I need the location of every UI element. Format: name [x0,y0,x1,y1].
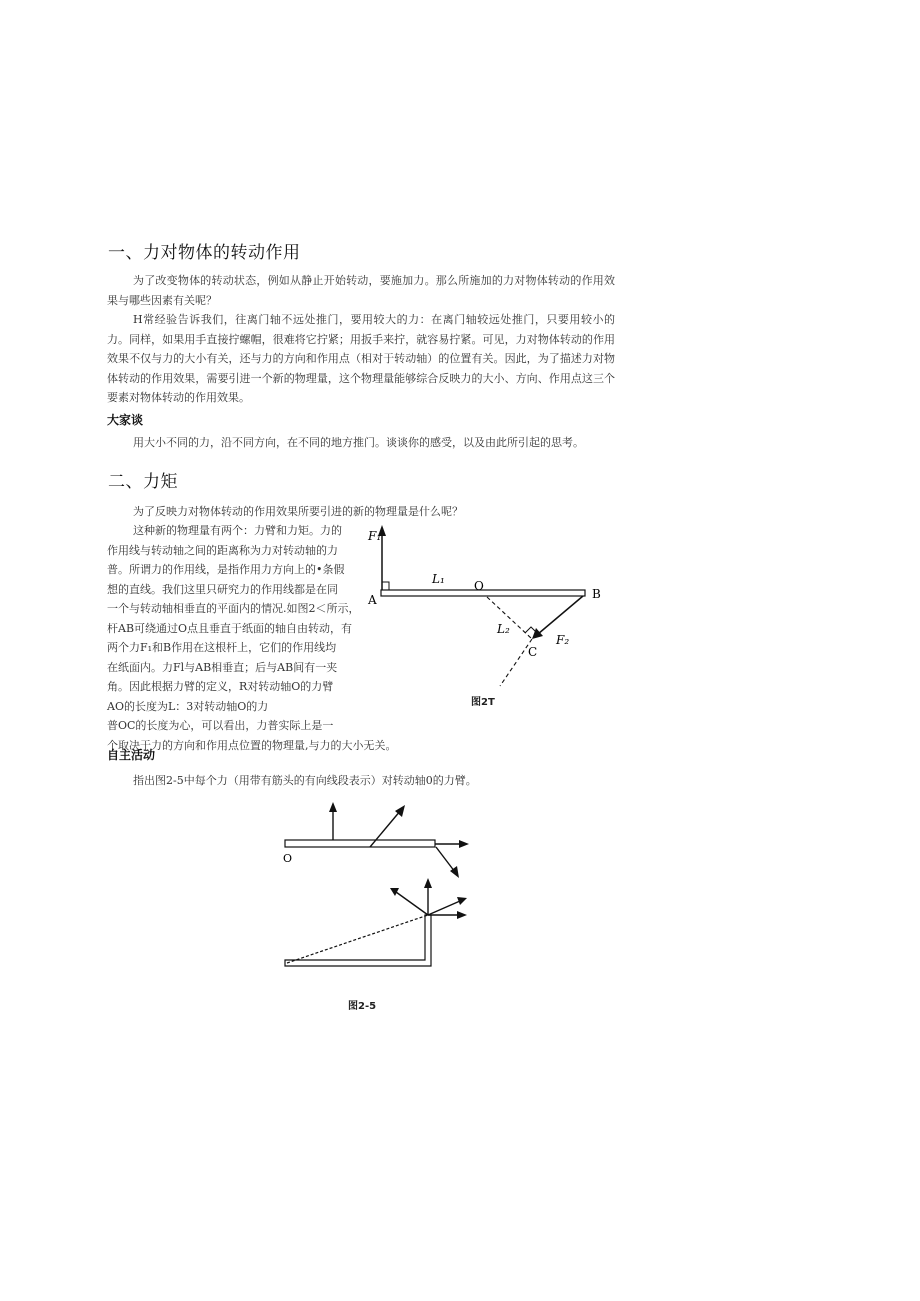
rod-top [285,840,435,847]
label-f2: F₂ [556,633,570,647]
label-c: C [528,645,538,659]
label-l1: L₁ [432,572,445,586]
text-line: AO的长度为L：3对转动轴O的力 [107,699,269,713]
label-f1: F₁ [368,529,382,543]
arrowhead [424,878,432,888]
force-f2-arrow [538,596,583,634]
paragraph-3: 为了反映力对物体转动的作用效果所要引进的新的物理量是什么呢？ [133,505,463,518]
figure-2-5-diagram [270,800,480,980]
dashed-line [287,915,428,963]
arrowhead [329,802,337,812]
text-line: 想的直线。我们这里只研究力的作用线都是在同 [107,582,338,596]
figure-caption-2-5: 图2-5 [348,1001,377,1012]
text-line: 作用线与转动轴之间的距离称为力对转动轴的力 [107,543,338,557]
l-shaped-bar [285,915,431,966]
text-line: 这种新的物理量有两个：力臂和力矩。力的 [133,524,342,537]
text-line: 普。所谓力的作用线，是指作用力方向上的•条假 [107,563,345,576]
text-line: 角。因此根据力臂的定义，R对转动轴O的力臂 [107,680,334,693]
talk-text: 用大小不同的力，沿不同方向，在不同的地方推门。谈谈你的感受，以及由此所引起的思考。 [133,436,584,449]
arrowhead [457,897,467,905]
text-line: 杆AB可绕通过O点且垂直于纸面的轴自由转动，有 [107,621,353,635]
paragraph-4 [107,521,397,755]
activity-text: 指出图2-5中每个力（用带有筋头的有向线段表示）对转动轴0的力臂。 [133,774,477,787]
label-o: O [283,852,293,865]
arrowhead [459,840,469,848]
section-heading-2: 二、力矩 [108,472,178,492]
force-arrow-up-right [428,901,460,915]
arrowhead [390,888,399,896]
text-line: 个取决于力的方向和作用点位置的物理量,与力的大小无关。 [107,738,397,752]
text-line: 两个力F₁和B作用在这根杆上，它们的作用线均 [107,641,337,654]
text-line: 在纸面内。力Fl与AB相垂直；后与AB间有一夹 [107,660,338,674]
figure-caption-2-4: 图2T [471,697,495,708]
label-b: B [592,587,601,601]
force-arrow-down-right [436,847,455,872]
label-l2: L₂ [497,622,510,636]
talk-title: 大家谈 [107,413,144,427]
text-line: 普OC的长度为心，可以看出，力普实际上是一 [107,719,334,732]
right-angle-mark-a [382,582,389,590]
section-heading-1: 一、力对物体的转动作用 [108,243,301,263]
paragraph-2: H常经验告诉我们，往离门轴不远处推门，要用较大的力：在离门轴较远处推门，只要用较小的力。同样，如果用手直接拧螺帽，很难将它拧紧；用扳手来拧，就容易拧紧。可见，力对物体转动的作用效果不仅与力的大小有关，还与力的方向和作用点（相对于转动轴）的位置有关。因此，为了描述力对物体转动的作用效果，需要引进一个新的物理量，这个物理量能够综合反映力的大小、方向、作用点这三个要素对物体转动的作用效果。 [107,313,615,404]
arrowhead [457,911,467,919]
label-a: A [368,593,377,607]
lever-diagram [360,520,620,690]
paragraph-1: 为了改变物体的转动状态，例如从静止开始转动，要施加力。那么所施加的力对物体转动的作用效果与哪些因素有关呢？ [107,274,615,307]
force-arrow-up-left [396,892,428,915]
text-line: 一个与转动轴相垂直的平面内的情况.如图2＜所示， [107,602,360,615]
activity-title: 自主活动 [107,748,156,762]
label-o: O [474,579,484,593]
